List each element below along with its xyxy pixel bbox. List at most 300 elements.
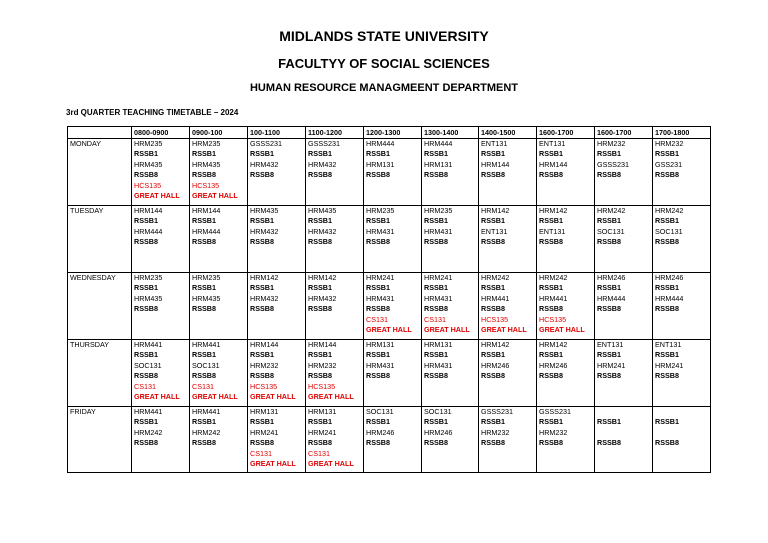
cell-line: RSSB1 (366, 149, 390, 159)
cell-line: GSSS231 (308, 139, 340, 148)
cell-line: RSSB1 (481, 417, 505, 427)
table-row (68, 340, 711, 407)
cell-line: HRM435 (134, 293, 163, 303)
cell-line: HRM232 (655, 139, 684, 148)
timetable-cell (595, 340, 653, 407)
cell-line: HRM435 (250, 206, 279, 215)
cell-line (597, 407, 652, 417)
cell-line: CS131 (134, 381, 156, 391)
cell-line: RSSB1 (597, 149, 621, 159)
cell-line: RSSB1 (134, 216, 158, 226)
cell-line: RSSB8 (192, 237, 216, 247)
cell-line: RSSB1 (424, 283, 448, 293)
timetable-cell (537, 407, 595, 473)
cell-line: HRM235 (134, 139, 163, 148)
cell-line: HRM431 (424, 360, 453, 370)
cell-line: RSSB8 (308, 170, 332, 180)
cell-line: ENT131 (597, 340, 624, 349)
timetable-cell (248, 139, 306, 206)
cell-line: HRM235 (366, 206, 395, 215)
timetable-cell (537, 206, 595, 273)
cell-line: RSSB1 (308, 417, 332, 427)
header-row (68, 127, 711, 139)
cell-line: CS131 (250, 448, 272, 458)
cell-line: HRM142 (308, 273, 337, 282)
cell-line: RSSB8 (250, 371, 274, 381)
cell-line: HRM131 (366, 340, 395, 349)
cell-line: RSSB8 (539, 170, 563, 180)
timetable-cell (479, 407, 537, 473)
cell-line: GREAT HALL (250, 459, 296, 469)
cell-line: RSSB8 (539, 438, 563, 448)
timetable-cell (595, 407, 653, 473)
header-cell: 1100-1200 (306, 127, 364, 139)
cell-line: RSSB8 (481, 438, 505, 448)
timetable-cell (653, 273, 711, 340)
cell-line: HRM431 (366, 226, 395, 236)
cell-line: RSSB1 (192, 283, 216, 293)
cell-line: RSSB1 (539, 417, 563, 427)
cell-line: HRM431 (424, 226, 453, 236)
header-cell (68, 127, 132, 139)
cell-line: RSSB1 (597, 216, 621, 226)
cell-line: HRM131 (250, 407, 279, 416)
cell-line: HCS135 (192, 180, 220, 190)
department-title: HUMAN RESOURCE MANAGMEENT DEPARTMENT (249, 82, 519, 94)
cell-line: RSSB1 (481, 283, 505, 293)
cell-line: HRM232 (597, 139, 626, 148)
timetable-cell (595, 273, 653, 340)
cell-line: HRM144 (481, 159, 510, 169)
timetable-cell (306, 340, 364, 407)
cell-line: HRM131 (424, 340, 453, 349)
cell-line: RSSB8 (250, 170, 274, 180)
timetable-cell (190, 273, 248, 340)
cell-line: RSSB1 (134, 350, 158, 360)
cell-line: GREAT HALL (366, 325, 412, 335)
cell-line: GSS231 (655, 159, 683, 169)
timetable-cell (422, 273, 479, 340)
timetable-cell (306, 273, 364, 340)
cell-line: HRM144 (192, 206, 221, 215)
cell-line: RSSB1 (597, 350, 621, 360)
timetable-cell (364, 407, 422, 473)
cell-line: HRM444 (192, 226, 221, 236)
cell-line: RSSB8 (481, 304, 505, 314)
cell-line: HCS135 (308, 381, 336, 391)
cell-line: GREAT HALL (308, 392, 354, 402)
cell-line: RSSB1 (308, 283, 332, 293)
cell-line: SOC131 (597, 226, 625, 236)
cell-line: RSSB8 (192, 170, 216, 180)
cell-line: RSSB8 (366, 438, 390, 448)
timetable-cell (190, 206, 248, 273)
cell-line: RSSB8 (134, 438, 158, 448)
timetable-cell (248, 407, 306, 473)
header-cell: 100-1100 (248, 127, 306, 139)
cell-line: RSSB8 (481, 371, 505, 381)
cell-line: GREAT HALL (250, 392, 296, 402)
cell-line: GSSS231 (597, 159, 629, 169)
cell-line: RSSB1 (366, 417, 390, 427)
cell-line: HRM246 (539, 360, 568, 370)
cell-line: HRM241 (366, 273, 395, 282)
cell-line: RSSB8 (250, 237, 274, 247)
cell-line: HRM432 (308, 226, 337, 236)
cell-line: RSSB1 (424, 216, 448, 226)
cell-line: SOC131 (192, 360, 220, 370)
timetable-cell (364, 206, 422, 273)
cell-line: RSSB8 (424, 438, 448, 448)
cell-line: RSSB1 (655, 216, 679, 226)
cell-line: RSSB8 (424, 237, 448, 247)
cell-line: HRM142 (481, 340, 510, 349)
cell-line: RSSB1 (308, 350, 332, 360)
cell-line: RSSB8 (192, 304, 216, 314)
day-cell: MONDAY (68, 139, 132, 206)
cell-line: GREAT HALL (539, 325, 585, 335)
timetable-cell (595, 206, 653, 273)
cell-line: RSSB8 (366, 237, 390, 247)
table-row (68, 407, 711, 473)
faculty-title: FACULTYY OF SOCIAL SCIENCES (278, 56, 490, 71)
timetable-cell (479, 206, 537, 273)
cell-line: GREAT HALL (481, 325, 527, 335)
table-row (68, 139, 711, 206)
cell-line: HRM144 (134, 206, 163, 215)
cell-line: ENT131 (655, 340, 682, 349)
cell-line: RSSB8 (134, 237, 158, 247)
timetable-cell (306, 407, 364, 473)
cell-line: HRM242 (597, 206, 626, 215)
cell-line: HRM232 (539, 427, 568, 437)
cell-line: RSSB1 (250, 149, 274, 159)
timetable-body (68, 139, 711, 473)
cell-line: RSSB1 (655, 283, 679, 293)
cell-line: RSSB1 (655, 417, 679, 427)
cell-line: RSSB1 (539, 283, 563, 293)
cell-line: RSSB8 (655, 304, 679, 314)
timetable-cell (248, 340, 306, 407)
cell-line: GREAT HALL (308, 459, 354, 469)
timetable-cell (422, 340, 479, 407)
cell-line: RSSB8 (424, 371, 448, 381)
cell-line: RSSB8 (539, 304, 563, 314)
cell-line: HRM444 (424, 139, 453, 148)
cell-line: HRM435 (192, 159, 221, 169)
cell-line: HRM441 (134, 407, 163, 416)
cell-line: HRM444 (134, 226, 163, 236)
cell-line: RSSB8 (250, 438, 274, 448)
cell-line: GSSS231 (250, 139, 282, 148)
cell-line: HCS135 (134, 180, 162, 190)
timetable-cell (653, 139, 711, 206)
cell-line: HRM432 (308, 159, 337, 169)
cell-line: ENT131 (481, 226, 508, 236)
cell-line: RSSB1 (134, 149, 158, 159)
timetable-cell (537, 340, 595, 407)
cell-line: RSSB1 (539, 350, 563, 360)
cell-line: RSSB8 (539, 237, 563, 247)
timetable-cell (132, 206, 190, 273)
cell-line: RSSB1 (134, 283, 158, 293)
cell-line: HRM242 (539, 273, 568, 282)
timetable-cell (479, 139, 537, 206)
cell-line: HRM144 (308, 340, 337, 349)
cell-line: HRM131 (308, 407, 337, 416)
cell-line: HRM241 (597, 360, 626, 370)
cell-line: RSSB1 (597, 417, 621, 427)
timetable-cell (479, 340, 537, 407)
day-cell: THURSDAY (68, 340, 132, 407)
cell-line: RSSB8 (134, 170, 158, 180)
cell-line: GREAT HALL (134, 392, 180, 402)
cell-line: HRM444 (597, 293, 626, 303)
timetable-cell (653, 407, 711, 473)
timetable-cell (364, 273, 422, 340)
timetable-cell (190, 407, 248, 473)
cell-line: HRM441 (539, 293, 568, 303)
cell-line: HRM435 (134, 159, 163, 169)
cell-line: RSSB8 (366, 170, 390, 180)
cell-line: RSSB8 (308, 438, 332, 448)
cell-line: RSSB1 (308, 216, 332, 226)
timetable-cell (422, 206, 479, 273)
cell-line: HRM441 (134, 340, 163, 349)
cell-line: CS131 (424, 314, 446, 324)
header-cell: 1400-1500 (479, 127, 537, 139)
cell-line: RSSB1 (481, 216, 505, 226)
cell-line: HCS135 (481, 314, 509, 324)
cell-line: HRM144 (539, 159, 568, 169)
cell-line: HCS135 (539, 314, 567, 324)
cell-line: RSSB8 (308, 237, 332, 247)
cell-line: HRM235 (134, 273, 163, 282)
cell-line: RSSB8 (597, 304, 621, 314)
cell-line: RSSB8 (424, 170, 448, 180)
cell-line: HRM235 (424, 206, 453, 215)
cell-line: RSSB1 (250, 417, 274, 427)
cell-line: RSSB1 (597, 283, 621, 293)
timetable-cell (132, 273, 190, 340)
cell-line: RSSB1 (250, 283, 274, 293)
cell-line: RSSB1 (655, 350, 679, 360)
cell-line: HRM444 (655, 293, 684, 303)
cell-line: RSSB1 (366, 216, 390, 226)
cell-line: HRM246 (366, 427, 395, 437)
cell-line: HRM246 (481, 360, 510, 370)
cell-line: HRM144 (250, 340, 279, 349)
timetable-cell (306, 206, 364, 273)
university-title: MIDLANDS STATE UNIVERSITY (279, 28, 489, 44)
timetable-cell (248, 206, 306, 273)
cell-line: GREAT HALL (192, 392, 238, 402)
cell-line: HRM444 (366, 139, 395, 148)
cell-line: RSSB8 (308, 304, 332, 314)
cell-line: SOC131 (366, 407, 394, 416)
cell-line: RSSB8 (192, 438, 216, 448)
timetable-cell (306, 139, 364, 206)
header-cell: 0800-0900 (132, 127, 190, 139)
cell-line: HRM242 (192, 427, 221, 437)
cell-line: HRM241 (308, 427, 337, 437)
cell-line: RSSB8 (597, 170, 621, 180)
cell-line: RSSB8 (539, 371, 563, 381)
cell-line: RSSB1 (424, 350, 448, 360)
cell-line: HRM241 (250, 427, 279, 437)
timetable-cell (132, 340, 190, 407)
header-cell: 1600-1700 (595, 127, 653, 139)
cell-line: HRM441 (192, 340, 221, 349)
timetable-cell (132, 407, 190, 473)
cell-line: RSSB8 (366, 371, 390, 381)
timetable-cell (190, 139, 248, 206)
cell-line: RSSB8 (481, 237, 505, 247)
timetable-cell (364, 139, 422, 206)
cell-line: HRM432 (250, 226, 279, 236)
cell-line: HRM431 (366, 360, 395, 370)
cell-line: RSSB8 (597, 237, 621, 247)
cell-line: RSSB1 (134, 417, 158, 427)
cell-line: HRM435 (192, 293, 221, 303)
timetable-cell (537, 139, 595, 206)
timetable-cell (190, 340, 248, 407)
cell-line: HRM431 (366, 293, 395, 303)
cell-line: RSSB1 (192, 149, 216, 159)
cell-line: HRM246 (424, 427, 453, 437)
timetable-table (67, 126, 711, 473)
cell-line: CS131 (308, 448, 330, 458)
cell-line: RSSB8 (192, 371, 216, 381)
cell-line: HRM142 (481, 206, 510, 215)
cell-line: HRM441 (481, 293, 510, 303)
cell-line: HRM232 (250, 360, 279, 370)
cell-line: RSSB1 (481, 350, 505, 360)
timetable-cell (132, 139, 190, 206)
cell-line: HRM232 (481, 427, 510, 437)
cell-line: RSSB1 (366, 283, 390, 293)
cell-line: HRM432 (308, 293, 337, 303)
cell-line: CS131 (366, 314, 388, 324)
cell-line: RSSB8 (481, 170, 505, 180)
cell-line: HRM235 (192, 273, 221, 282)
timetable-subtitle: 3rd QUARTER TEACHING TIMETABLE – 2024 (66, 108, 239, 117)
cell-line: RSSB1 (250, 216, 274, 226)
day-cell: FRIDAY (68, 407, 132, 473)
cell-line: RSSB1 (424, 417, 448, 427)
cell-line: RSSB1 (481, 149, 505, 159)
day-cell: WEDNESDAY (68, 273, 132, 340)
cell-line: RSSB1 (308, 149, 332, 159)
cell-line: RSSB1 (655, 149, 679, 159)
cell-line: RSSB8 (597, 438, 621, 448)
cell-line: RSSB8 (308, 371, 332, 381)
cell-line: HRM246 (655, 273, 684, 282)
timetable-cell (422, 407, 479, 473)
cell-line: RSSB8 (655, 170, 679, 180)
cell-line: RSSB8 (655, 371, 679, 381)
cell-line: HRM435 (308, 206, 337, 215)
cell-line (655, 407, 710, 417)
cell-line: RSSB8 (250, 304, 274, 314)
timetable-cell (653, 206, 711, 273)
cell-line: RSSB8 (424, 304, 448, 314)
header-cell: 1300-1400 (422, 127, 479, 139)
cell-line: RSSB1 (192, 417, 216, 427)
cell-line (655, 428, 710, 438)
cell-line: RSSB1 (192, 216, 216, 226)
cell-line: HRM142 (250, 273, 279, 282)
header-cell: 1200-1300 (364, 127, 422, 139)
cell-line: ENT131 (481, 139, 508, 148)
cell-line: RSSB8 (597, 371, 621, 381)
cell-line: HRM241 (655, 360, 684, 370)
day-cell: TUESDAY (68, 206, 132, 273)
timetable-cell (595, 139, 653, 206)
cell-line: HRM432 (250, 293, 279, 303)
cell-line: HRM142 (539, 340, 568, 349)
cell-line: HRM242 (134, 427, 163, 437)
header-cell: 1700-1800 (653, 127, 711, 139)
cell-line: RSSB8 (366, 304, 390, 314)
cell-line: GREAT HALL (424, 325, 470, 335)
timetable-cell (364, 340, 422, 407)
cell-line: RSSB1 (250, 350, 274, 360)
cell-line: RSSB8 (134, 371, 158, 381)
timetable-cell (537, 273, 595, 340)
cell-line: HRM232 (308, 360, 337, 370)
cell-line: GSSS231 (481, 407, 513, 416)
cell-line: HRM431 (424, 293, 453, 303)
cell-line: GSSS231 (539, 407, 571, 416)
table-row (68, 273, 711, 340)
cell-line: GREAT HALL (192, 191, 238, 201)
header-cell: 0900-100 (190, 127, 248, 139)
cell-line: HRM235 (192, 139, 221, 148)
cell-line: RSSB8 (655, 237, 679, 247)
cell-line: SOC131 (424, 407, 452, 416)
cell-line: HRM246 (597, 273, 626, 282)
cell-line: HRM242 (655, 206, 684, 215)
cell-line: HCS135 (250, 381, 278, 391)
cell-line: RSSB8 (134, 304, 158, 314)
cell-line: HRM242 (481, 273, 510, 282)
cell-line: RSSB1 (192, 350, 216, 360)
timetable-cell (422, 139, 479, 206)
cell-line: CS131 (192, 381, 214, 391)
timetable-cell (653, 340, 711, 407)
header-cell: 1600-1700 (537, 127, 595, 139)
cell-line: HRM142 (539, 206, 568, 215)
cell-line: HRM241 (424, 273, 453, 282)
cell-line: HRM432 (250, 159, 279, 169)
cell-line: HRM441 (192, 407, 221, 416)
cell-line: RSSB1 (424, 149, 448, 159)
cell-line: RSSB1 (539, 149, 563, 159)
timetable-cell (248, 273, 306, 340)
cell-line: RSSB1 (539, 216, 563, 226)
cell-line: ENT131 (539, 226, 566, 236)
cell-line: SOC131 (134, 360, 162, 370)
cell-line: GREAT HALL (134, 191, 180, 201)
cell-line: HRM131 (424, 159, 453, 169)
cell-line: RSSB8 (655, 438, 679, 448)
cell-line: RSSB1 (366, 350, 390, 360)
table-row (68, 206, 711, 273)
cell-line: SOC131 (655, 226, 683, 236)
cell-line: ENT131 (539, 139, 566, 148)
timetable-cell (479, 273, 537, 340)
